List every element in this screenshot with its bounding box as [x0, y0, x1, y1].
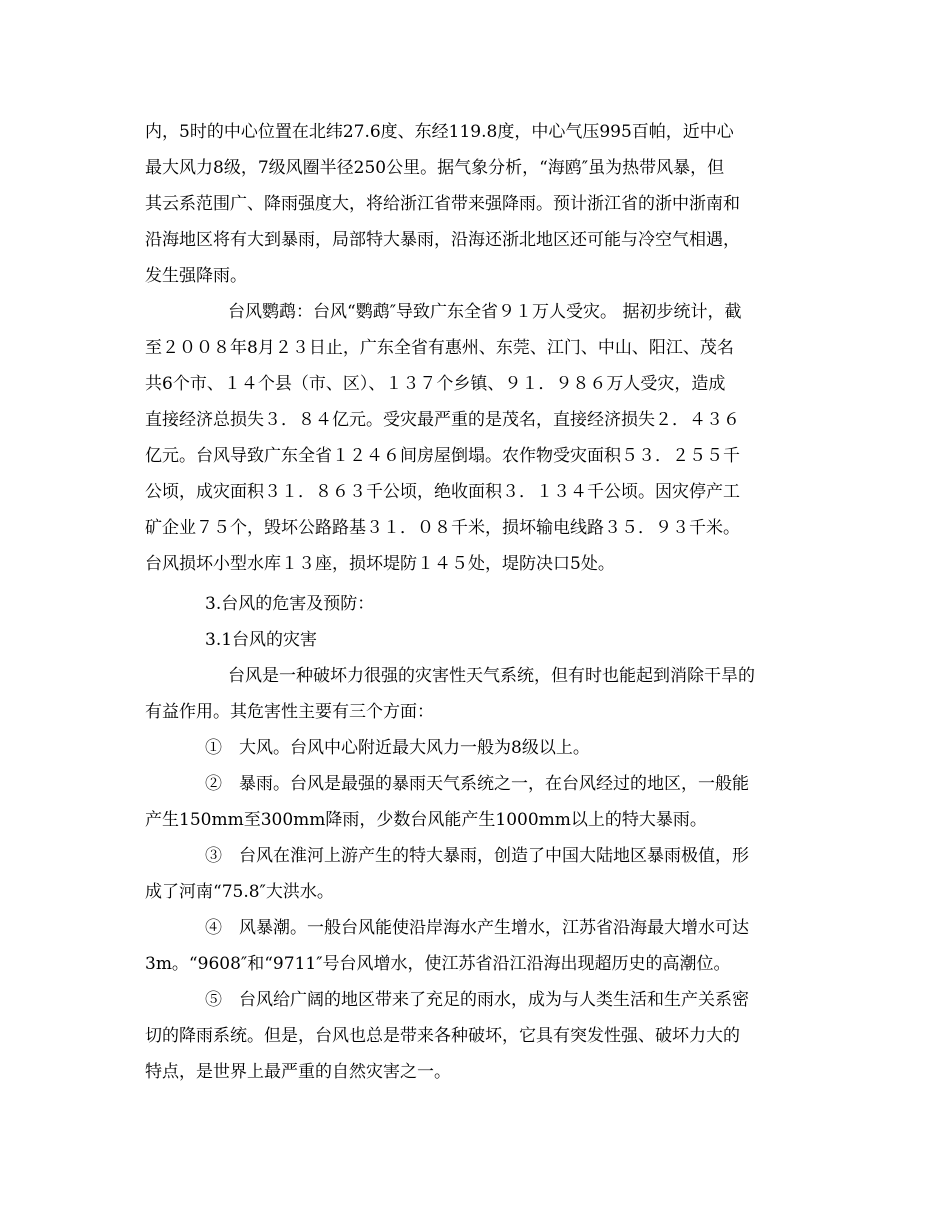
paragraph-first-line: 台风是一种破坏力很强的灾害性天气系统，但有时也能起到消除干旱的: [228, 666, 755, 686]
list-item: ② 暴雨。台风是最强的暴雨天气系统之一，在台风经过的地区，一般能: [205, 774, 749, 794]
text-line: 成了河南“75.8″大洪水。: [145, 882, 334, 902]
text-line: 产生150mm至300mm降雨，少数台风能产生1000mm以上的特大暴雨。: [145, 810, 707, 830]
subsection-heading: 3.1台风的灾害: [205, 630, 318, 650]
text-line: 矿企业７５个，毁坏公路路基３１．０８千米，损坏输电线路３５．９３千米。: [145, 518, 740, 538]
text-line: 沿海地区将有大到暴雨，局部特大暴雨，沿海还浙北地区还可能与冷空气相遇，: [145, 230, 740, 250]
text-line: 有益作用。其危害性主要有三个方面：: [145, 702, 434, 722]
text-line: 3m。“9608″和“9711″号台风增水，使江苏省沿江沿海出现超历史的高潮位。: [145, 954, 731, 974]
text-line: 发生强降雨。: [145, 266, 247, 286]
text-line: 最大风力8级，7级风圈半径250公里。据气象分析，“海鸥″虽为热带风暴，但: [145, 158, 725, 178]
list-item: ③ 台风在淮河上游产生的特大暴雨，创造了中国大陆地区暴雨极值，形: [205, 846, 749, 866]
text-line: 特点，是世界上最严重的自然灾害之一。: [145, 1062, 451, 1082]
text-line: 亿元。台风导致广东全省１２４６间房屋倒塌。农作物受灾面积５３．２５５千: [145, 446, 740, 466]
paragraph-first-line: 台风鹦鹉：台风“鹦鹉″导致广东全省９１万人受灾。 据初步统计，截: [228, 302, 742, 322]
text-line: 台风损坏小型水库１３座，损坏堤防１４５处，堤防决口5处。: [145, 554, 615, 574]
text-line: 至２００８年8月２３日止，广东全省有惠州、东莞、江门、中山、阳江、茂名: [145, 338, 734, 358]
section-heading: 3.台风的危害及预防：: [205, 594, 375, 614]
text-line: 切的降雨系统。但是，台风也总是带来各种破坏，它具有突发性强、破坏力大的: [145, 1026, 740, 1046]
text-line: 公顷，成灾面积３１．８６３千公顷，绝收面积３．１３４千公顷。因灾停产工: [145, 482, 740, 502]
text-line: 其云系范围广、降雨强度大，将给浙江省带来强降雨。预计浙江省的浙中浙南和: [145, 194, 740, 214]
text-line: 共6个市、１４个县（市、区）、１３７个乡镇、９１．９８６万人受灾，造成: [145, 374, 726, 394]
text-line: 内，5时的中心位置在北纬27.6度、东经119.8度，中心气压995百帕，近中心: [145, 122, 734, 142]
text-line: 直接经济总损失３．８４亿元。受灾最严重的是茂名，直接经济损失２．４３６: [145, 410, 740, 430]
list-item: ④ 风暴潮。一般台风能使沿岸海水产生增水，江苏省沿海最大增水可达: [205, 918, 749, 938]
list-item: ⑤ 台风给广阔的地区带来了充足的雨水，成为与人类生活和生产关系密: [205, 990, 749, 1010]
list-item: ① 大风。台风中心附近最大风力一般为8级以上。: [205, 738, 590, 758]
